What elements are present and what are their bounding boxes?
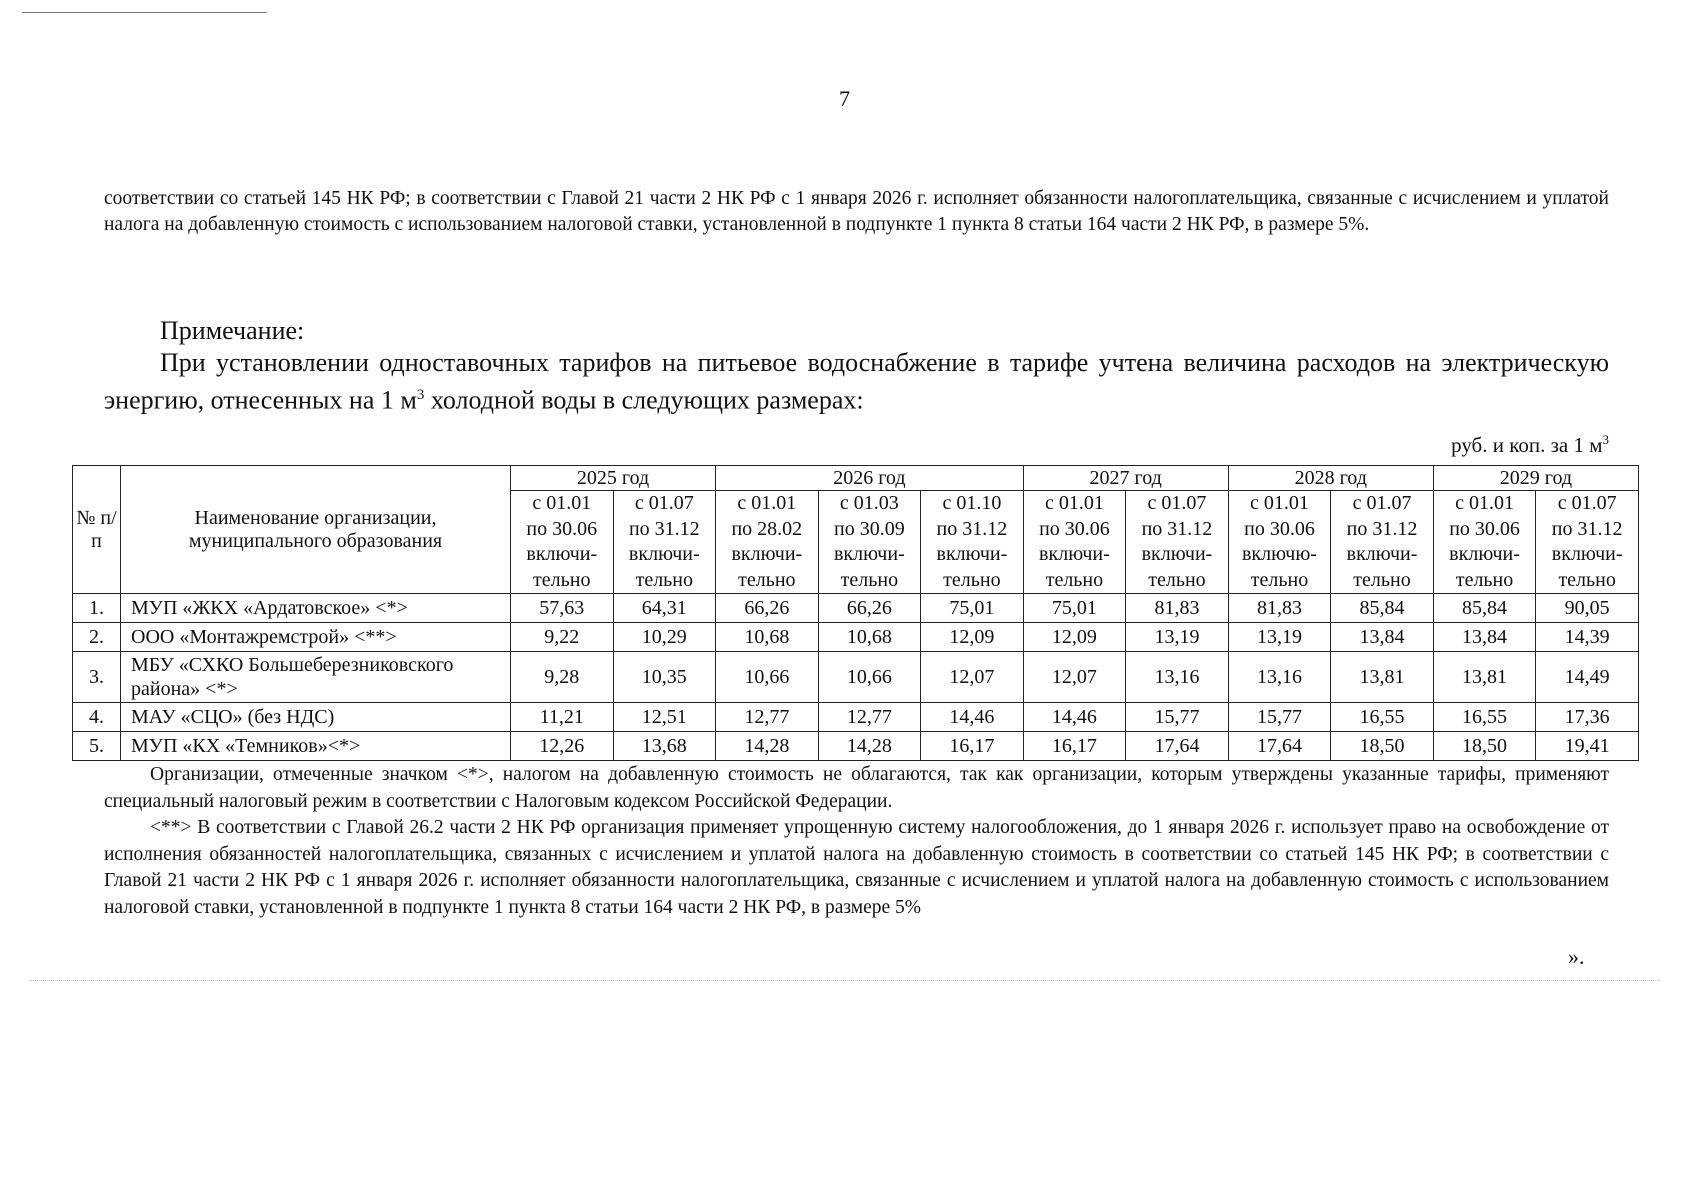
tariff-value: 13,16 (1126, 652, 1229, 703)
footnotes (104, 762, 1609, 921)
tariff-value: 16,55 (1433, 703, 1536, 732)
note-body-text: При установлении одноставочных тарифов на питьевое водоснабжение в тарифе учтена величина расходов на электрическую энергию, отнесенных на 1 м (104, 348, 1609, 415)
period-w2: тельно (1455, 568, 1514, 591)
tariff-value: 13,81 (1433, 652, 1536, 703)
period-w1: включи- (731, 543, 803, 565)
period-from: с 01.01 (737, 492, 797, 514)
period-w2: тельно (1045, 568, 1104, 591)
organization-name: МАУ «СЦО» (без НДС) (121, 703, 511, 732)
period-to: по 30.06 (1244, 517, 1315, 540)
period-to: по 30.06 (526, 517, 598, 540)
period-w1: включю- (1241, 543, 1317, 565)
row-number: 5. (73, 732, 121, 761)
row-number: 1. (73, 594, 121, 623)
table-row (73, 623, 1639, 652)
closing-quote-mark: ». (1568, 944, 1585, 969)
tariff-value: 9,22 (511, 623, 614, 652)
tariff-value: 10,68 (716, 623, 819, 652)
period-header (1536, 491, 1639, 594)
tariff-value: 14,46 (1023, 703, 1126, 732)
col-name-header: Наименование организации, муниципального образования (121, 466, 511, 594)
tariff-value: 18,50 (1331, 732, 1434, 761)
tariff-value: 11,21 (511, 703, 614, 732)
period-header (1126, 491, 1229, 594)
period-to: по 31.12 (936, 517, 1008, 540)
tariff-table (72, 465, 1639, 761)
period-w2: тельно (943, 568, 1001, 591)
organization-name: ООО «Монтажремстрой» <**> (121, 623, 511, 652)
table-row (73, 703, 1639, 732)
year-header: 2029 год (1433, 466, 1638, 491)
period-w1: включи- (833, 543, 905, 565)
period-from: с 01.01 (532, 492, 592, 514)
year-header: 2027 год (1023, 466, 1228, 491)
year-header: 2028 год (1228, 466, 1433, 491)
tariff-value: 17,64 (1228, 732, 1331, 761)
tariff-value: 12,77 (716, 703, 819, 732)
table-row (73, 732, 1639, 761)
tariff-value: 19,41 (1536, 732, 1639, 761)
unit-text: руб. и коп. за 1 м (1451, 433, 1603, 457)
note-body (104, 347, 1609, 417)
period-from: с 01.01 (1250, 492, 1309, 514)
tariff-value: 16,55 (1331, 703, 1434, 732)
period-w1: включи- (1551, 543, 1623, 565)
period-w2: тельно (635, 568, 693, 591)
period-to: по 31.12 (1141, 517, 1213, 540)
period-w1: включи- (1039, 543, 1110, 565)
tariff-value: 12,77 (818, 703, 921, 732)
tariff-value: 10,66 (716, 652, 819, 703)
period-w1: включи- (1141, 543, 1213, 565)
period-from: с 01.07 (634, 492, 694, 514)
period-w2: тельно (1250, 568, 1309, 591)
tariff-value: 64,31 (613, 594, 716, 623)
period-from: с 01.01 (1044, 492, 1104, 514)
unit-label (1451, 432, 1609, 458)
period-from: с 01.10 (942, 492, 1002, 514)
year-header: 2025 год (511, 466, 716, 491)
tariff-value: 14,49 (1536, 652, 1639, 703)
tariff-value: 14,28 (818, 732, 921, 761)
period-from: с 01.01 (1455, 492, 1514, 514)
period-w1: включи- (1346, 543, 1418, 565)
period-header (818, 491, 921, 594)
period-header (613, 491, 716, 594)
tariff-value: 13,81 (1331, 652, 1434, 703)
period-w1: включи- (628, 543, 700, 565)
tariff-value: 16,17 (921, 732, 1024, 761)
period-from: с 01.03 (839, 492, 899, 514)
tariff-value: 66,26 (818, 594, 921, 623)
tariff-value: 12,26 (511, 732, 614, 761)
period-to: по 30.09 (834, 517, 905, 540)
row-number: 2. (73, 623, 121, 652)
tariff-value: 12,07 (921, 652, 1024, 703)
tariff-value: 14,46 (921, 703, 1024, 732)
period-w2: тельно (738, 568, 796, 591)
period-w1: включи- (1449, 543, 1520, 565)
tariff-value: 75,01 (1023, 594, 1126, 623)
tariff-value: 81,83 (1126, 594, 1229, 623)
tariff-value: 85,84 (1433, 594, 1536, 623)
period-header (921, 491, 1024, 594)
period-header (1228, 491, 1331, 594)
tariff-value: 14,28 (716, 732, 819, 761)
tariff-value: 12,09 (921, 623, 1024, 652)
period-w2: тельно (1353, 568, 1411, 591)
tariff-value: 17,64 (1126, 732, 1229, 761)
tariff-value: 13,19 (1228, 623, 1331, 652)
tariff-value: 13,68 (613, 732, 716, 761)
period-from: с 01.07 (1352, 492, 1412, 514)
tariff-value: 85,84 (1331, 594, 1434, 623)
tariff-value: 9,28 (511, 652, 614, 703)
scan-artifact-line (22, 12, 267, 13)
period-w1: включи- (526, 543, 598, 565)
tariff-value: 10,68 (818, 623, 921, 652)
organization-name: МУП «КХ «Темников»<*> (121, 732, 511, 761)
tariff-value: 13,16 (1228, 652, 1331, 703)
tariff-value: 15,77 (1228, 703, 1331, 732)
tariff-value: 13,19 (1126, 623, 1229, 652)
tariff-value: 10,66 (818, 652, 921, 703)
year-header-row (73, 466, 1639, 491)
period-to: по 31.12 (628, 517, 700, 540)
top-paragraph: соответствии со статьей 145 НК РФ; в соответствии с Главой 21 части 2 НК РФ с 1 января 2026 г. исполняет обязанности налогоплательщика, связанные с исчислением и уплатой налога на добавленную стоимость с использованием налоговой ставки, установленной в подпункте 1 пункта 8 статьи 164 части 2 НК РФ, в размере 5%. (104, 188, 1609, 235)
period-header (1433, 491, 1536, 594)
organization-name: МБУ «СХКО Большеберезниковского района» <*> (121, 652, 511, 703)
period-w1: включи- (936, 543, 1008, 565)
row-number: 3. (73, 652, 121, 703)
period-to: по 28.02 (731, 517, 803, 540)
tariff-value: 12,09 (1023, 623, 1126, 652)
note-superscript: 3 (416, 387, 425, 403)
period-to: по 30.06 (1039, 517, 1110, 540)
tariff-value: 75,01 (921, 594, 1024, 623)
period-from: с 01.07 (1147, 492, 1207, 514)
tariff-value: 12,51 (613, 703, 716, 732)
tariff-value: 14,39 (1536, 623, 1639, 652)
organization-name: МУП «ЖКХ «Ардатовское» <*> (121, 594, 511, 623)
tariff-value: 13,84 (1433, 623, 1536, 652)
page-number: 7 (839, 86, 850, 111)
note-body-text-end: холодной воды в следующих размерах: (424, 385, 864, 415)
period-w2: тельно (1148, 568, 1206, 591)
period-header (1331, 491, 1434, 594)
period-w2: тельно (533, 568, 591, 591)
tariff-value: 17,36 (1536, 703, 1639, 732)
period-header (511, 491, 614, 594)
tariff-value: 15,77 (1126, 703, 1229, 732)
table-body (73, 594, 1639, 761)
table-row (73, 652, 1639, 703)
tariff-value: 18,50 (1433, 732, 1536, 761)
tariff-value: 13,84 (1331, 623, 1434, 652)
period-w2: тельно (840, 568, 899, 591)
tariff-value: 16,17 (1023, 732, 1126, 761)
period-to: по 31.12 (1551, 517, 1623, 540)
col-num-header: № п/п (73, 466, 121, 594)
note-heading: Примечание: (160, 316, 305, 345)
footnote-single-star: Организации, отмеченные значком <*>, налогом на добавленную стоимость не облагаются, так как организации, которым утверждены указанные тарифы, применяют специальный налоговый режим в соответствии с Налоговым кодексом Российской Федерации. (104, 764, 1609, 812)
year-header: 2026 год (716, 466, 1024, 491)
row-number: 4. (73, 703, 121, 732)
tariff-value: 81,83 (1228, 594, 1331, 623)
tariff-value: 66,26 (716, 594, 819, 623)
period-header (716, 491, 819, 594)
scan-dotted-line (30, 980, 1660, 981)
period-from: с 01.07 (1557, 492, 1617, 514)
period-to: по 30.06 (1449, 517, 1520, 540)
tariff-value: 90,05 (1536, 594, 1639, 623)
period-w2: тельно (1558, 568, 1616, 591)
period-header (1023, 491, 1126, 594)
tariff-value: 10,29 (613, 623, 716, 652)
tariff-value: 12,07 (1023, 652, 1126, 703)
tariff-value: 57,63 (511, 594, 614, 623)
period-to: по 31.12 (1346, 517, 1418, 540)
tariff-value: 10,35 (613, 652, 716, 703)
unit-superscript: 3 (1602, 432, 1609, 447)
footnote-double-star: <**> В соответствии с Главой 26.2 части 2 НК РФ организация применяет упрощенную систему налогообложения, до 1 января 2026 г. использует право на освобождение от исполнения обязанностей налогоплательщика, связанных с исчислением и уплатой налога на добавленную стоимость в соответствии со статьей 145 НК РФ; в соответствии с Главой 21 части 2 НК РФ с 1 января 2026 г. исполняет обязанности налогоплательщика, связанные с исчислением и уплатой налога на добавленную стоимость с использованием налоговой ставки, установленной в подпункте 1 пункта 8 статьи 164 части 2 НК РФ, в размере 5% (104, 817, 1609, 918)
table-row (73, 594, 1639, 623)
